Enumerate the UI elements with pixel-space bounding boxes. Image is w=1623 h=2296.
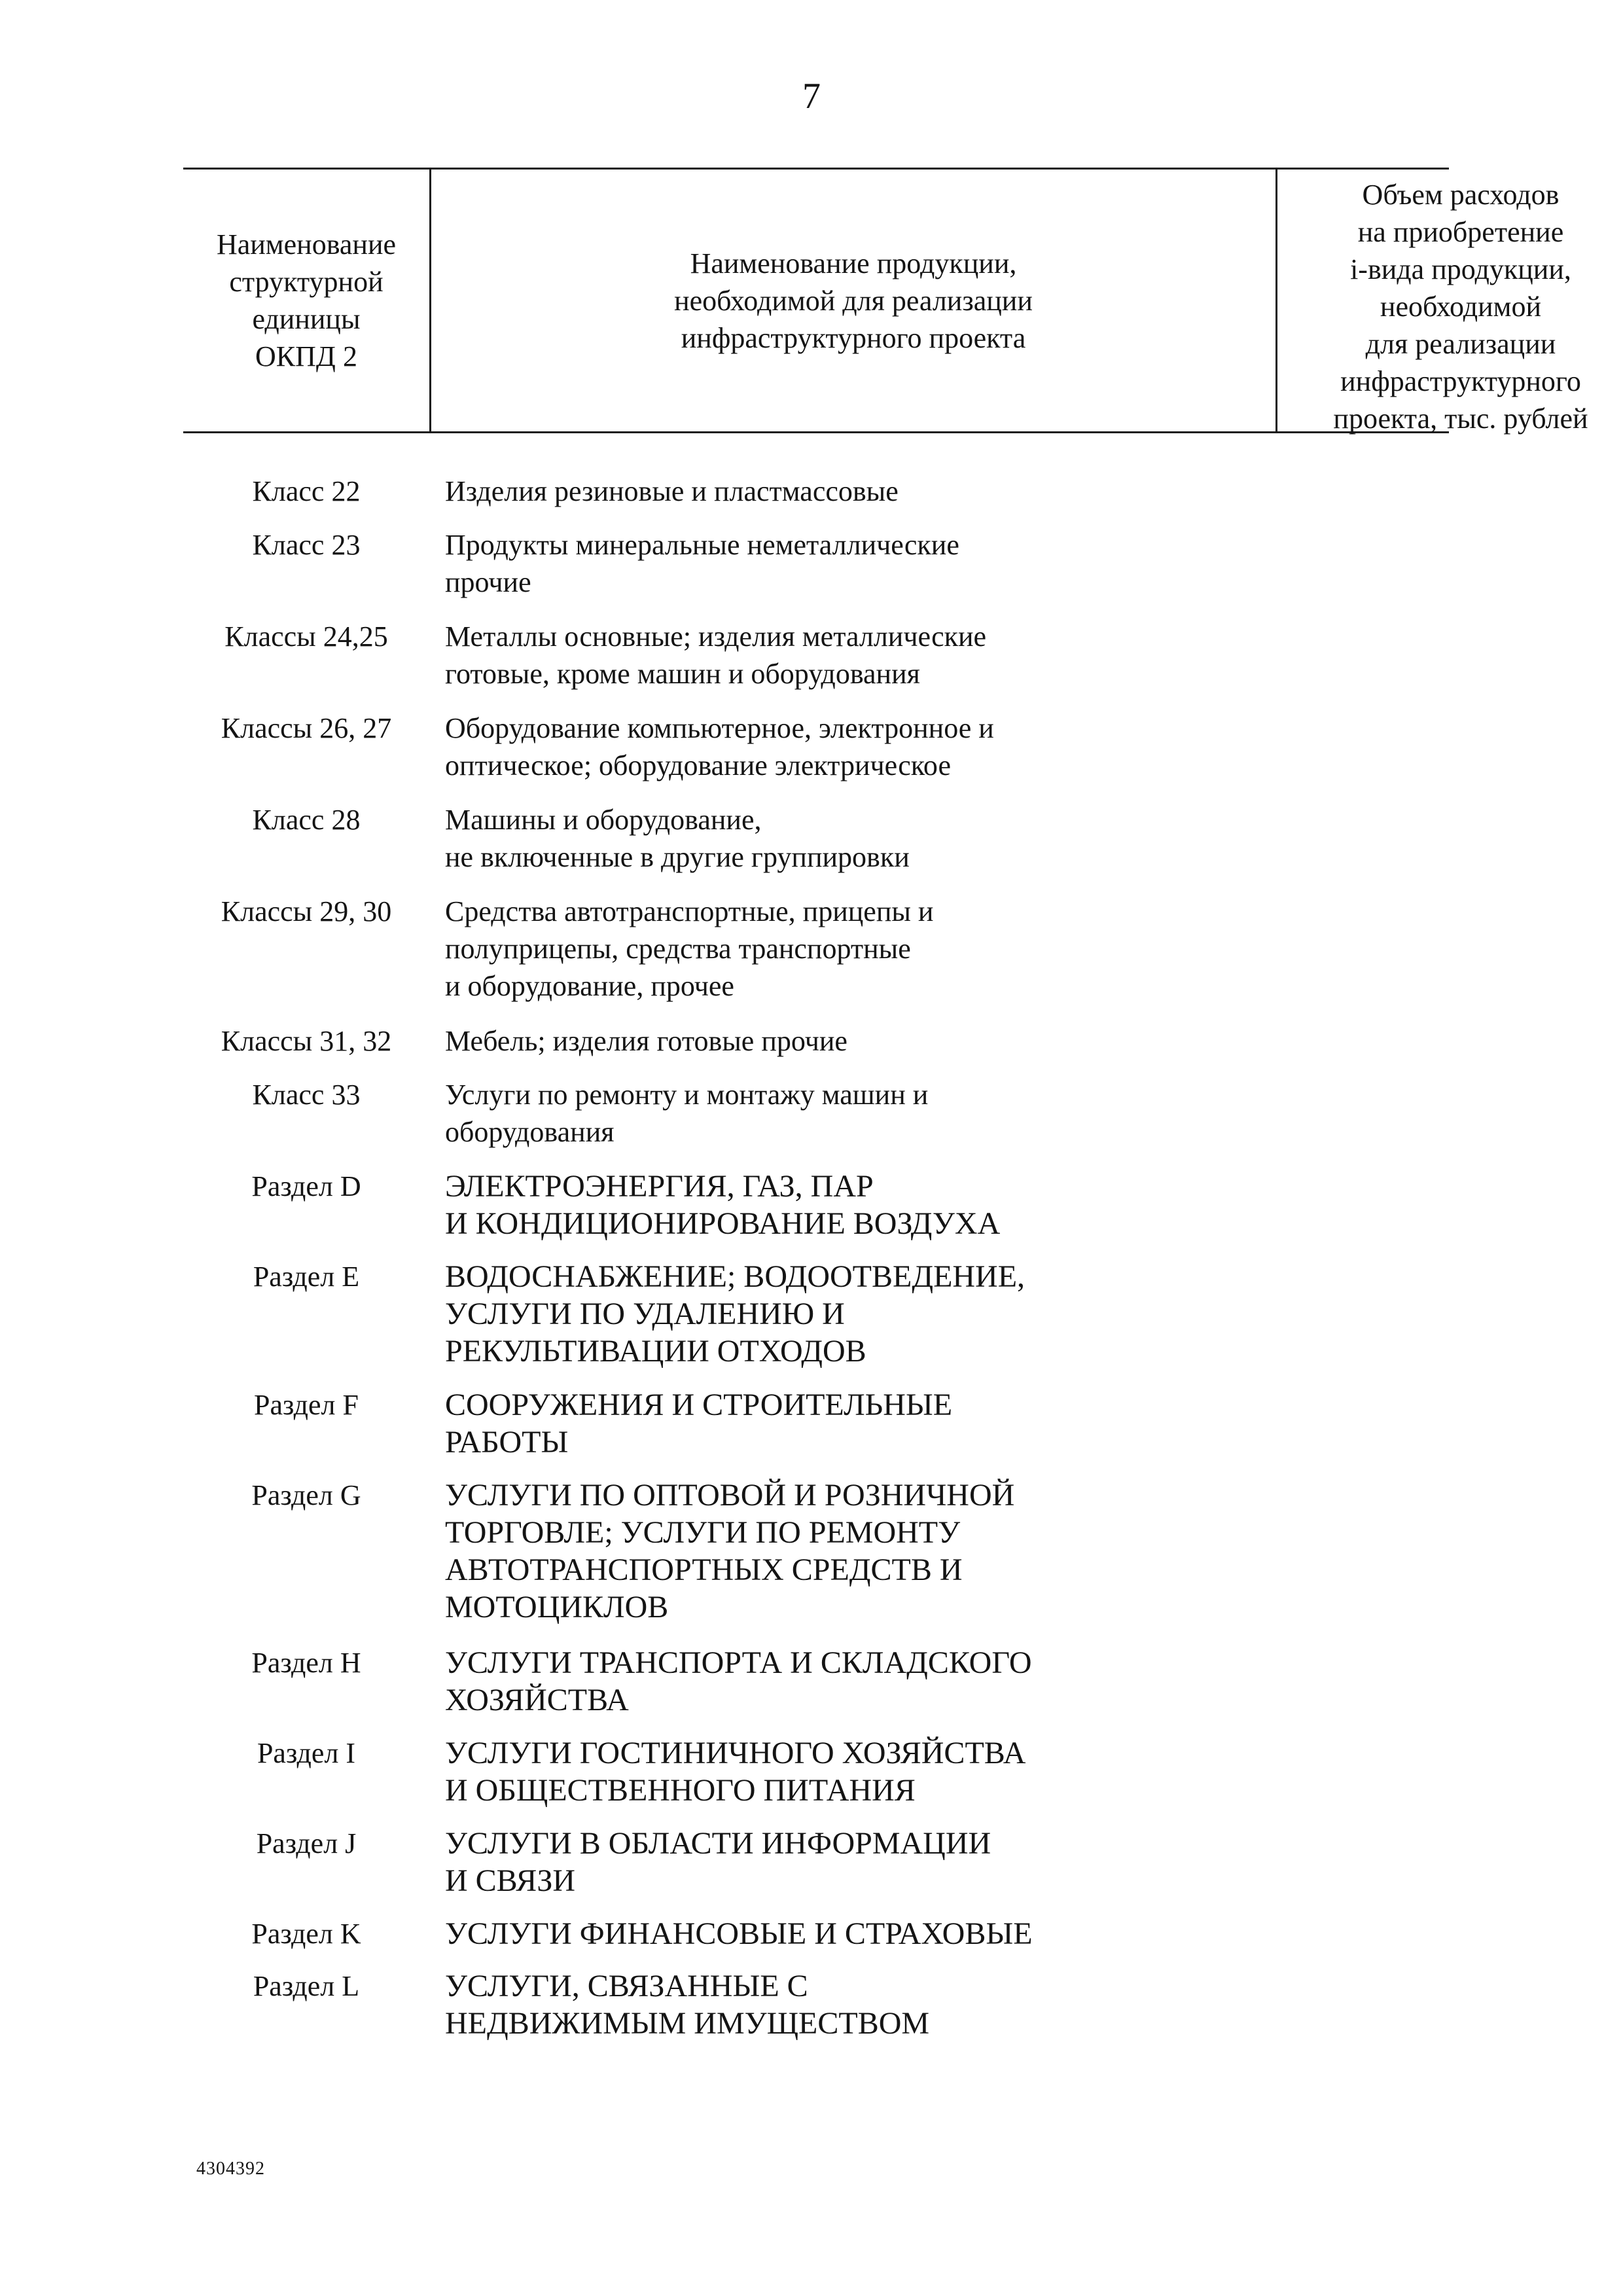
- row-name: [445, 1915, 1099, 1952]
- row-name: [445, 1386, 1099, 1461]
- row-name: [445, 709, 1099, 784]
- header-product-name-label: Наименование продукции, необходимой для реализации инфраструктурного проекта: [674, 247, 1033, 354]
- row-code: Раздел L: [253, 1970, 360, 2002]
- row-name: [445, 1967, 1099, 2042]
- row-name-text: УСЛУГИ ГОСТИНИЧНОГО ХОЗЯЙСТВА И ОБЩЕСТВЕННОГО ПИТАНИЯ: [445, 1736, 1026, 1808]
- row-name-text: Металлы основные; изделия металлические готовые, кроме машин и оборудования: [445, 620, 987, 690]
- row-name-text: Услуги по ремонту и монтажу машин и оборудования: [445, 1079, 929, 1148]
- row-code: Классы 26, 27: [221, 712, 392, 744]
- row-name: [445, 1076, 1099, 1151]
- row-code: Раздел J: [256, 1827, 357, 1859]
- row-name: [445, 473, 1099, 510]
- row-name-text: Изделия резиновые и пластмассовые: [445, 475, 899, 507]
- row-name: [445, 801, 1099, 876]
- page-number: 7: [802, 76, 821, 117]
- row-name: [445, 1022, 1099, 1060]
- header-okpd-unit-label: Наименование структурной единицы ОКПД 2: [216, 228, 397, 372]
- row-name-text: УСЛУГИ ФИНАНСОВЫЕ И СТРАХОВЫЕ: [445, 1916, 1033, 1951]
- row-code: Классы 29, 30: [221, 895, 392, 927]
- row-code: Раздел E: [253, 1261, 360, 1293]
- row-code: Раздел D: [251, 1170, 361, 1202]
- table-header: [183, 168, 1588, 435]
- row-name-text: ЭЛЕКТРОЭНЕРГИЯ, ГАЗ, ПАР И КОНДИЦИОНИРОВАНИЕ ВОЗДУХА: [445, 1169, 1001, 1241]
- row-code: Класс 23: [252, 529, 361, 561]
- row-name-text: УСЛУГИ ПО ОПТОВОЙ И РОЗНИЧНОЙ ТОРГОВЛЕ; УСЛУГИ ПО РЕМОНТУ АВТОТРАНСПОРТНЫХ СРЕДСТВ И МОТОЦИКЛОВ: [445, 1478, 1015, 1624]
- row-name: [445, 1477, 1099, 1626]
- row-code: Класс 33: [252, 1079, 361, 1111]
- row-name-text: Средства автотранспортные, прицепы и полуприцепы, средства транспортные и оборудование, прочее: [445, 895, 934, 1002]
- row-name-text: УСЛУГИ ТРАНСПОРТА И СКЛАДСКОГО ХОЗЯЙСТВА: [445, 1645, 1032, 1717]
- header-product-name: [429, 170, 1277, 431]
- row-name: [445, 1168, 1099, 1242]
- header-okpd-unit: [183, 170, 429, 431]
- document-id: 4304392: [196, 2159, 265, 2179]
- row-name-text: Мебель; изделия готовые прочие: [445, 1025, 847, 1057]
- row-name-text: Машины и оборудование, не включенные в другие группировки: [445, 804, 910, 873]
- row-name-text: СООРУЖЕНИЯ И СТРОИТЕЛЬНЫЕ РАБОТЫ: [445, 1388, 953, 1460]
- row-code: Класс 28: [252, 804, 361, 836]
- row-name: [445, 1258, 1099, 1370]
- row-name: [445, 526, 1099, 601]
- row-code: Класс 22: [252, 475, 361, 507]
- header-expense-volume: [1277, 170, 1623, 435]
- row-name: [445, 1825, 1099, 1899]
- header-expense-volume-label: Объем расходов на приобретение i-вида продукции, необходимой для реализации инфраструктурного проекта, тыс. рублей: [1333, 178, 1588, 435]
- row-code: Раздел G: [251, 1479, 361, 1511]
- row-code: Классы 24,25: [224, 620, 388, 653]
- row-code: Раздел H: [251, 1647, 361, 1679]
- row-code: Раздел F: [254, 1389, 359, 1421]
- row-code: Раздел K: [251, 1918, 361, 1950]
- row-name-text: Продукты минеральные неметаллические прочие: [445, 529, 959, 598]
- row-code: Раздел I: [257, 1737, 356, 1769]
- row-name-text: ВОДОСНАБЖЕНИЕ; ВОДООТВЕДЕНИЕ, УСЛУГИ ПО УДАЛЕНИЮ И РЕКУЛЬТИВАЦИИ ОТХОДОВ: [445, 1259, 1026, 1369]
- row-code: Классы 31, 32: [221, 1025, 392, 1057]
- row-name-text: УСЛУГИ, СВЯЗАННЫЕ С НЕДВИЖИМЫМ ИМУЩЕСТВОМ: [445, 1969, 930, 2041]
- row-name: [445, 1734, 1099, 1809]
- row-name: [445, 618, 1099, 692]
- row-name-text: УСЛУГИ В ОБЛАСТИ ИНФОРМАЦИИ И СВЯЗИ: [445, 1826, 991, 1898]
- row-name: [445, 1644, 1099, 1719]
- row-name: [445, 893, 1099, 1005]
- row-name-text: Оборудование компьютерное, электронное и оптическое; оборудование электрическое: [445, 712, 994, 781]
